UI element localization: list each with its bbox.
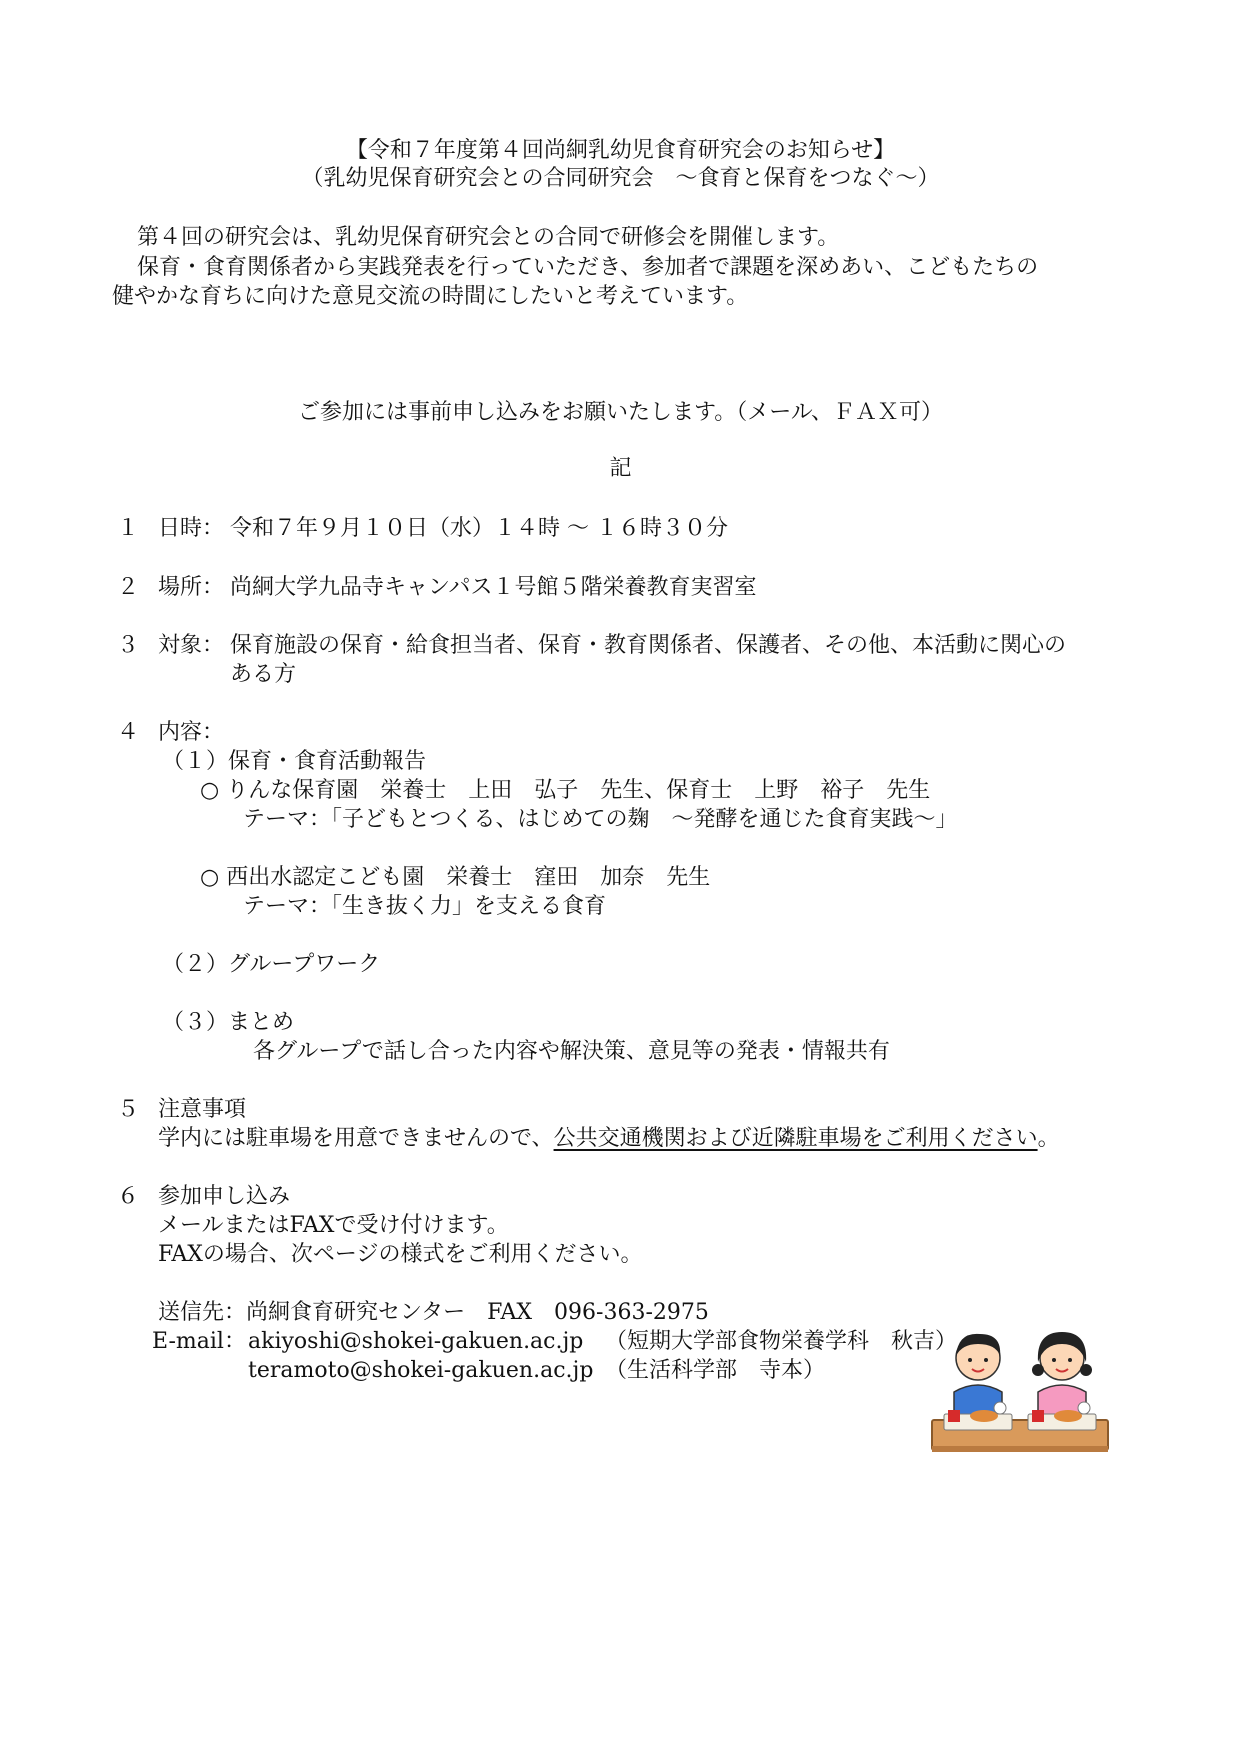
intro-line-2: 保育・食育関係者から実践発表を行っていただき、参加者で課題を深めあい、こどもたちの: [137, 255, 1039, 280]
page-subtitle: （乳幼児保育研究会との合同研究会 ～食育と保育をつなぐ～）: [301, 166, 940, 191]
item-number: ２: [117, 575, 140, 600]
children-eating-lunch-icon: [930, 1318, 1110, 1458]
ki-heading: 記: [609, 456, 632, 481]
report-1-presenter: ○ りんな保育園 栄養士 上田 弘子 先生、保育士 上野 裕子 先生: [200, 778, 931, 803]
target-value-line-1: 保育施設の保育・給食担当者、保育・教育関係者、保護者、その他、本活動に関心の: [230, 633, 1067, 658]
email-owner-teramoto: （生活科学部 寺本）: [605, 1358, 826, 1383]
content-sub1-heading: （１）保育・食育活動報告: [162, 749, 427, 774]
notes-text: [158, 1128, 1060, 1150]
report-1-theme: テーマ：「子どもとつくる、はじめての麹 ～発酵を通じた食育実践～」: [243, 807, 958, 832]
content-sub3-heading: （３）まとめ: [162, 1010, 295, 1035]
place-label: 場所：: [158, 575, 225, 600]
target-value-line-2: ある方: [230, 662, 297, 687]
notes-text-plain: 学内には駐車場を用意できませんので、: [158, 1126, 554, 1151]
item-number: １: [117, 516, 140, 541]
item-number: ４: [117, 720, 140, 745]
date-value: 令和７年９月１０日（水）１４時 ～ １６時３０分: [230, 516, 728, 541]
page-title: 【令和７年度第４回尚絅乳幼児食育研究会のお知らせ】: [345, 138, 896, 163]
email-link-teramoto[interactable]: teramoto@shokei-gakuen.ac.jp: [248, 1358, 594, 1383]
apply-label: 参加申し込み: [158, 1184, 291, 1209]
notes-text-underlined: 公共交通機関および近隣駐車場をご利用ください: [553, 1126, 1038, 1151]
report-2-theme: テーマ：「生き抜く力」を支える食育: [243, 894, 607, 919]
apply-line-2: FAXの場合、次ページの様式をご利用ください。: [158, 1242, 643, 1267]
item-number: ６: [117, 1184, 140, 1209]
registration-note: ご参加には事前申し込みをお願いたします。（メール、ＦＡＸ可）: [297, 400, 944, 425]
email-label: E-mail：: [152, 1329, 246, 1354]
target-label: 対象：: [158, 633, 225, 658]
email-link-akiyoshi[interactable]: akiyoshi@shokei-gakuen.ac.jp: [248, 1329, 584, 1354]
content-sub2-heading: （２）グループワーク: [162, 952, 381, 977]
content-label: 内容：: [158, 720, 225, 745]
intro-line-1: 第４回の研究会は、乳幼児保育研究会との合同で研修会を開催します。: [137, 225, 840, 250]
notes-label: 注意事項: [158, 1097, 247, 1122]
notes-text-end: 。: [1037, 1126, 1060, 1151]
send-to: 送信先：尚絅食育研究センター FAX 096-363-2975: [158, 1300, 709, 1325]
report-2-presenter: ○ 西出水認定こども園 栄養士 窪田 加奈 先生: [200, 865, 711, 890]
place-value: 尚絅大学九品寺キャンパス１号館５階栄養教育実習室: [230, 575, 757, 600]
date-label: 日時：: [158, 516, 225, 541]
content-sub3-description: 各グループで話し合った内容や解決策、意見等の発表・情報共有: [253, 1039, 890, 1064]
apply-line-1: メールまたはFAXで受け付けます。: [158, 1213, 509, 1238]
email-owner-akiyoshi: （短期大学部食物栄養学科 秋吉）: [605, 1329, 958, 1354]
item-number: ３: [117, 633, 140, 658]
intro-line-3: 健やかな育ちに向けた意見交流の時間にしたいと考えています。: [112, 284, 749, 309]
item-number: ５: [117, 1097, 140, 1122]
